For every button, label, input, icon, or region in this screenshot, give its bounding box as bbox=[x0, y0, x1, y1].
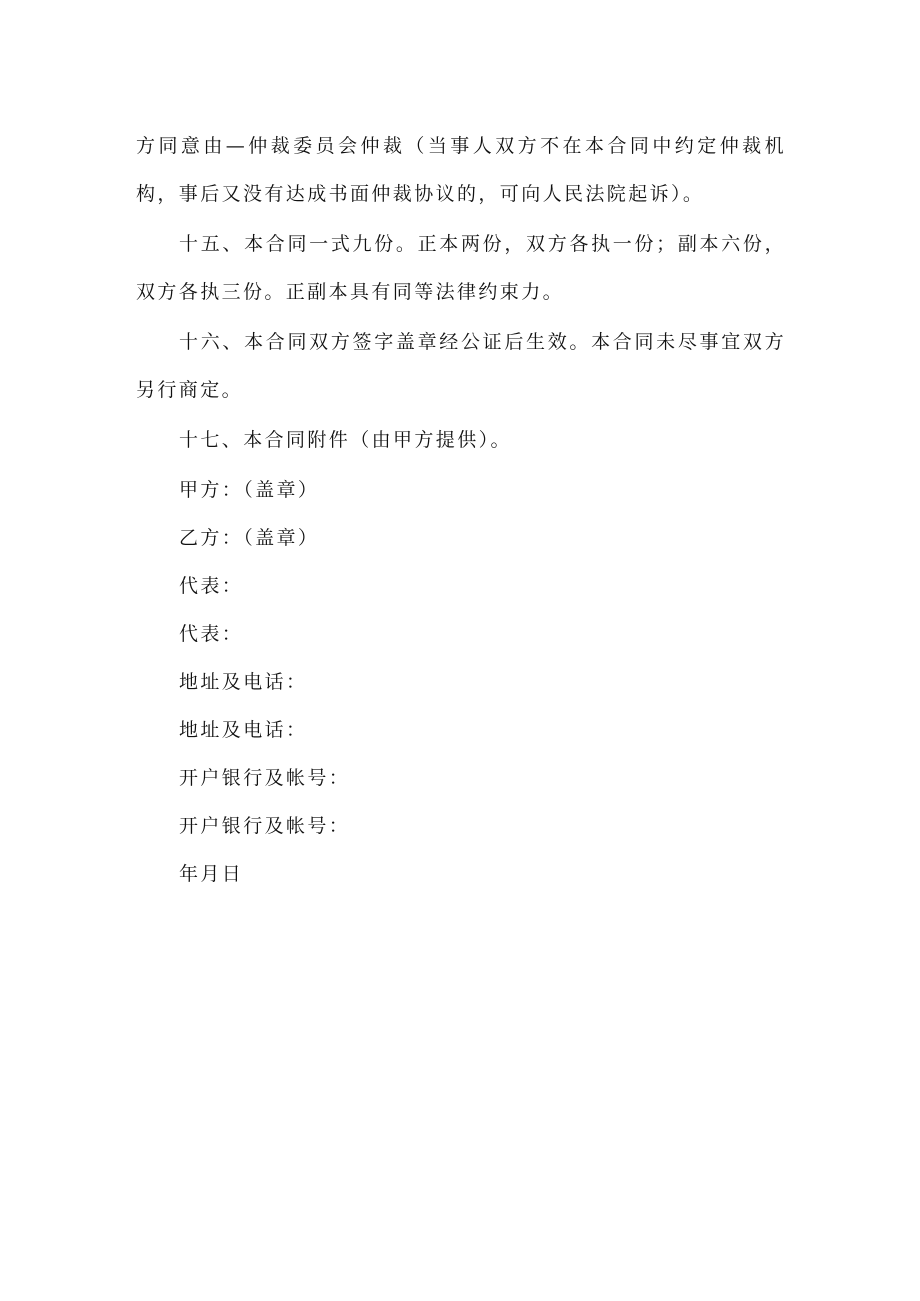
clause-15-copies: 十五、本合同一式九份。正本两份，双方各执一份；副本六份，双方各执三份。正副本具有同等法律约束力。 bbox=[136, 233, 786, 303]
party-b-bank-account-line: 开户银行及帐号： bbox=[179, 815, 351, 837]
date-line: 年月日 bbox=[179, 863, 244, 885]
party-b-address-phone-line: 地址及电话： bbox=[179, 719, 308, 741]
party-b-representative-line: 代表： bbox=[179, 623, 244, 645]
contract-body bbox=[136, 122, 786, 898]
signature-block bbox=[136, 466, 786, 898]
party-b-seal-line: 乙方：（盖章） bbox=[179, 527, 320, 549]
party-a-address-phone-line: 地址及电话： bbox=[179, 671, 308, 693]
clause-16-effectiveness: 十六、本合同双方签字盖章经公证后生效。本合同未尽事宜双方另行商定。 bbox=[136, 331, 786, 401]
arbitration-clause-continuation: 方同意由—仲裁委员会仲裁（当事人双方不在本合同中约定仲裁机构，事后又没有达成书面仲裁协议的，可向人民法院起诉）。 bbox=[136, 135, 786, 205]
clause-17-attachments: 十七、本合同附件（由甲方提供）。 bbox=[179, 429, 512, 451]
party-a-representative-line: 代表： bbox=[179, 575, 244, 597]
party-a-seal-line: 甲方：（盖章） bbox=[179, 479, 320, 501]
party-a-bank-account-line: 开户银行及帐号： bbox=[179, 767, 351, 789]
